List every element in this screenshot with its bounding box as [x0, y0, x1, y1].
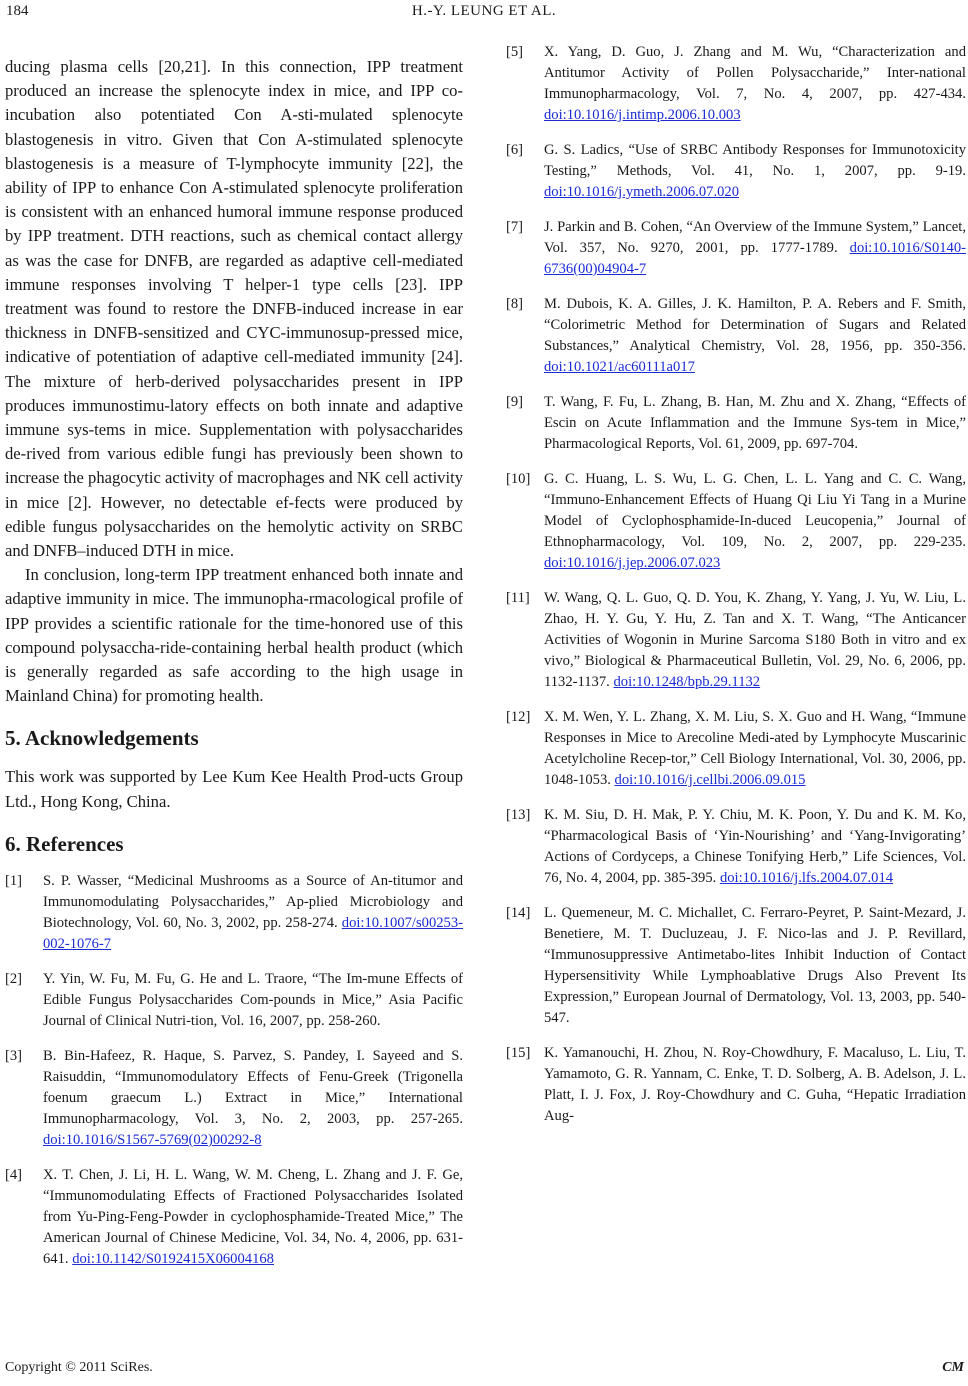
- reference-text: T. Wang, F. Fu, L. Zhang, B. Han, M. Zhu and X. Zhang, “Effects of Escin on Acute Inflammation and the Immune Sys-tem in Mice,” Pharmacological Reports, Vol. 61, 2009, pp. 697-704.: [544, 394, 966, 452]
- reference-number: [2]: [5, 970, 23, 987]
- reference-item: [506, 140, 966, 203]
- reference-text: K. Yamanouchi, H. Zhou, N. Roy-Chowdhury, F. Macaluso, L. Liu, T. Yamamoto, G. R. Yannam, C. Enke, T. D. Solberg, A. B. Adelson, J. L. Platt, I. J. Fox, J. Roy-Chowdhury and C. Guha, “Hepatic Irradiation Aug-: [544, 1045, 966, 1124]
- doi-link[interactable]: doi:10.1142/S0192415X06004168: [72, 1250, 274, 1267]
- reference-item: [5, 1165, 463, 1270]
- reference-item: [5, 969, 463, 1032]
- reference-number: [13]: [506, 807, 531, 823]
- left-column: [5, 55, 463, 1284]
- right-column: [506, 42, 966, 1141]
- reference-text: B. Bin-Hafeez, R. Haque, S. Parvez, S. Pandey, I. Sayeed and S. Raisuddin, “Immunomodulatory Effects of Fenu-Greek (Trigonella foenum graecum L.) Extract in Mice,” International Immunopharmacology, Vol. 3, No. 2, 2003, pp. 257-265. doi:10.1016/S1567-5769(02)00292-8: [43, 1047, 463, 1148]
- page-number: 184: [6, 3, 29, 19]
- body-paragraph: ducing plasma cells [20,21]. In this connection, IPP treatment produced an increase the splenocyte index in mice, and IPP co-incubation also potentiated Con A-sti-mulated splenocyte blastogenesis in vitro. Given that Con A-stimulated splenocyte blastogenesis is a measure of T-lymphocyte immunity [22], the ability of IPP to enhance Con A-stimulated splenocyte proliferation is consistent with an enhanced humoral immune response produced by IPP treatment. DTH reactions, such as chemical contact allergy as was the case for DNFB, are regarded as adaptive cell-mediated immune responses involving T helper-1 type cells [23]. IPP treatment was found to restore the DNFB-induced increase in ear thickness in DNFB-sensitized and CYC-immunosup-pressed mice, indicative of potentiation of adaptive cell-mediated immunity [24]. The mixture of herb-derived polysaccharides present in IPP produces immunostimu-latory effects on both innate and adaptive immune sys-tems in mice. Supplementation with polysaccharides de-rived from various edible fungi has previously been shown to increase the phagocytic activity of macrophages and NK cell activity in mice [2]. However, no detectable ef-fects were produced by edible fungus polysaccharides on the hemolytic activity on SRBC and DNFB–induced DTH in mice.: [5, 57, 463, 561]
- footer-journal: CM: [942, 1360, 964, 1375]
- reference-text: X. M. Wen, Y. L. Zhang, X. M. Liu, S. X. Guo and H. Wang, “Immune Responses in Mice to Arecoline Medi-ated by Lymphocyte Muscarinic Acetylcholine Recep-tor,” Cell Biology International, Vol. 30, 2006, pp. 1048-1053. doi:10.1016/j.cellbi.2006.09.015: [544, 709, 966, 788]
- reference-text: W. Wang, Q. L. Guo, Q. D. You, K. Zhang, Y. Yang, J. Yu, W. Liu, L. Zhao, H. Y. Gu, Y. Hu, Z. Tan and X. T. Wang, “The Anticancer Activities of Wogonin in Murine Sarcoma S180 Both in vitro and ex vivo,” Biological & Pharmaceutical Bulletin, Vol. 29, No. 6, 2006, pp. 1132-1137. doi:10.1248/bpb.29.1132: [544, 590, 966, 690]
- doi-link[interactable]: doi:10.1016/j.cellbi.2006.09.015: [614, 772, 806, 788]
- reference-number: [12]: [506, 709, 531, 725]
- doi-link[interactable]: doi:10.1021/ac60111a017: [544, 359, 695, 375]
- acknowledgements-text: This work was supported by Lee Kum Kee Health Prod-ucts Group Ltd., Hong Kong, China.: [5, 767, 463, 811]
- reference-number: [3]: [5, 1047, 23, 1064]
- doi-link[interactable]: doi:10.1007/s00253-002-1076-7: [43, 914, 463, 952]
- reference-text: K. M. Siu, D. H. Mak, P. Y. Chiu, M. K. Poon, Y. Du and K. M. Ko, “Pharmacological Basis of ‘Yin-Nourishing’ and ‘Yang-Invigorating’ Actions of Cordyceps, a Chinese Tonifying Herb,” Life Sciences, Vol. 76, No. 4, 2004, pp. 385-395. doi:10.1016/j.lfs.2004.07.014: [544, 807, 966, 886]
- reference-number: [6]: [506, 142, 524, 158]
- reference-number: [5]: [506, 44, 524, 60]
- reference-number: [10]: [506, 471, 531, 487]
- reference-text: G. S. Ladics, “Use of SRBC Antibody Responses for Immunotoxicity Testing,” Methods, Vol. 41, No. 1, 2007, pp. 9-19. doi:10.1016/j.ymeth.2006.07.020: [544, 142, 966, 200]
- reference-text: S. P. Wasser, “Medicinal Mushrooms as a Source of An-titumor and Immunomodulating Polysaccharides,” Ap-plied Microbiology and Biotechnology, Vol. 60, No. 3, 2002, pp. 258-274. doi:10.1007/s00253-002-1076-7: [43, 872, 463, 952]
- reference-number: [14]: [506, 905, 531, 921]
- references-heading: 6. References: [5, 831, 124, 856]
- reference-text: X. T. Chen, J. Li, H. L. Wang, W. M. Cheng, L. Zhang and J. F. Ge, “Immunomodulating Effects of Fractioned Polysaccharides Isolated from Yu-Ping-Feng-Powder in cyclophosphamide-Treated Mice,” The American Journal of Chinese Medicine, Vol. 34, No. 4, 2006, pp. 631-641. doi:10.1142/S0192415X06004168: [43, 1166, 463, 1267]
- reference-item: [506, 392, 966, 455]
- reference-item: [506, 707, 966, 791]
- doi-link[interactable]: doi:10.1016/j.lfs.2004.07.014: [719, 870, 894, 886]
- reference-item: [506, 42, 966, 126]
- reference-item: [5, 871, 463, 955]
- reference-item: [506, 1043, 966, 1127]
- acknowledgements-heading: 5. Acknowledgements: [5, 726, 199, 751]
- reference-number: [15]: [506, 1045, 531, 1061]
- reference-number: [4]: [5, 1166, 23, 1183]
- reference-number: [8]: [506, 296, 524, 312]
- reference-text: G. C. Huang, L. S. Wu, L. G. Chen, L. L. Yang and C. C. Wang, “Immuno-Enhancement Effects of Huang Qi Liu Yi Tang in a Murine Model of Cyclophosphamide-In-duced Leucopenia,” Journal of Ethnopharmacology, Vol. 109, No. 2, 2007, pp. 229-235. doi:10.1016/j.jep.2006.07.023: [544, 471, 966, 571]
- footer-copyright: Copyright © 2011 SciRes.: [5, 1360, 153, 1375]
- reference-text: X. Yang, D. Guo, J. Zhang and M. Wu, “Characterization and Antitumor Activity of Pollen Polysaccharide,” Inter-national Immunopharmacology, Vol. 7, No. 4, 2007, pp. 427-434. doi:10.1016/j.intimp.2006.10.003: [544, 44, 966, 123]
- reference-item: [506, 217, 966, 280]
- reference-number: [11]: [506, 590, 530, 606]
- reference-item: [506, 903, 966, 1029]
- reference-text: M. Dubois, K. A. Gilles, J. K. Hamilton, P. A. Rebers and F. Smith, “Colorimetric Method for Determination of Sugars and Related Substances,” Analytical Chemistry, Vol. 28, 1956, pp. 350-356. doi:10.1021/ac60111a017: [544, 296, 966, 375]
- reference-item: [506, 588, 966, 693]
- running-head: H.-Y. LEUNG ET AL.: [411, 3, 557, 19]
- reference-item: [506, 469, 966, 574]
- reference-number: [9]: [506, 394, 524, 410]
- reference-number: [7]: [506, 219, 524, 235]
- doi-link[interactable]: doi:10.1016/S0140-6736(00)04904-7: [544, 240, 966, 277]
- conclusion-paragraph: In conclusion, long-term IPP treatment enhanced both innate and adaptive immunity in mice. The immunopha-rmacological profile of IPP provides a scientific rationale for the time-honored use of this compound polysaccha-ride-containing herbal health product (which is generally regarded as safe according to the high usage in Mainland China) for promoting health.: [5, 565, 463, 706]
- doi-link[interactable]: doi:10.1016/S1567-5769(02)00292-8: [43, 1131, 262, 1148]
- doi-link[interactable]: doi:10.1016/j.intimp.2006.10.003: [544, 107, 741, 123]
- doi-link[interactable]: doi:10.1016/j.ymeth.2006.07.020: [544, 184, 739, 200]
- reference-item: [506, 294, 966, 378]
- reference-item: [506, 805, 966, 889]
- reference-number: [1]: [5, 872, 23, 889]
- reference-text: L. Quemeneur, M. C. Michallet, C. Ferraro-Peyret, P. Saint-Mezard, J. Benetiere, M. T. Ducluzeau, J. F. Nico-las and J. P. Revillard, “Immunosuppressive Antimetabo-lites Inhibit Induction of Contact Hypersensitivity While Lymphoablative Drugs Also Prevent Its Expression,” European Journal of Dermatology, Vol. 13, 2003, pp. 540-547.: [544, 905, 966, 1026]
- reference-text: J. Parkin and B. Cohen, “An Overview of the Immune System,” Lancet, Vol. 357, No. 9270, 2001, pp. 1777-1789. doi:10.1016/S0140-6736(00)04904-7: [544, 219, 966, 277]
- doi-link[interactable]: doi:10.1248/bpb.29.1132: [613, 674, 761, 690]
- doi-link[interactable]: doi:10.1016/j.jep.2006.07.023: [544, 555, 721, 571]
- reference-text: Y. Yin, W. Fu, M. Fu, G. He and L. Traore, “The Im-mune Effects of Edible Fungus Polysaccharides Com-pounds in Mice,” Asia Pacific Journal of Clinical Nutri-tion, Vol. 16, 2007, pp. 258-260.: [43, 970, 463, 1029]
- reference-item: [5, 1046, 463, 1151]
